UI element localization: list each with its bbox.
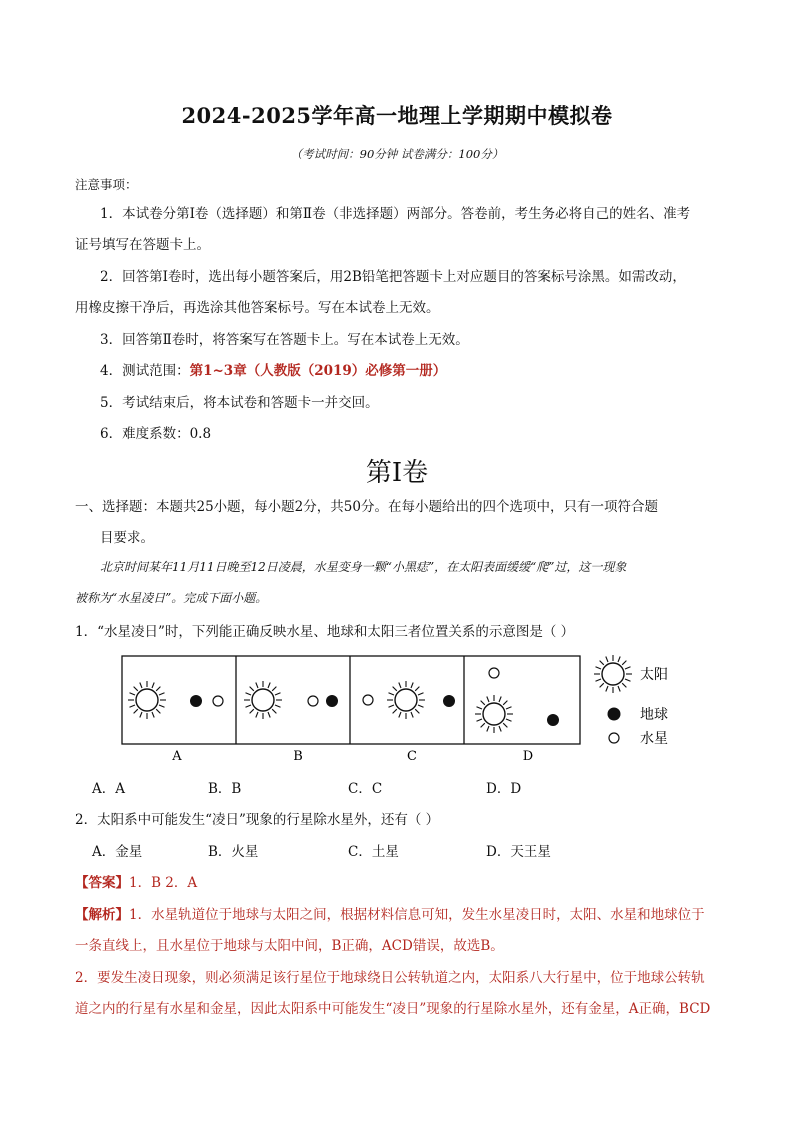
exam-subtitle: （考试时间：90分钟 试卷满分：100分） <box>290 147 504 161</box>
notice-item-range <box>100 359 446 379</box>
question-1-stem: 1．“水星凌日”时，下列能正确反映水星、地球和太阳三者位置关系的示意图是（ ） <box>75 624 575 640</box>
notice-heading: 注意事项： <box>75 177 138 192</box>
analysis-label: 【解析】 <box>75 907 129 923</box>
mercury-icon <box>308 696 318 706</box>
legend-mercury-icon <box>609 733 619 743</box>
q1-option-d[interactable]: D．D <box>486 781 522 797</box>
q2-option-c[interactable]: C．土星 <box>348 844 399 860</box>
legend-sun-label: 太阳 <box>640 667 668 683</box>
q1-option-b[interactable]: B．B <box>208 781 242 797</box>
answer-line <box>75 871 197 891</box>
analysis-text: 2．要发生凌日现象，则必须满足该行星位于地球绕日公转轨道之内，太阳系八大行星中，位于地球公转轨 <box>75 970 705 986</box>
analysis-line <box>75 903 705 923</box>
sun-icon <box>244 681 282 719</box>
earth-icon <box>547 714 559 726</box>
section-title: 第Ⅰ卷 <box>365 458 429 488</box>
q2-option-a[interactable]: A．金星 <box>92 844 143 860</box>
q2-option-d[interactable]: D．天王星 <box>486 844 551 860</box>
legend-earth-icon <box>608 708 621 721</box>
earth-icon <box>326 695 338 707</box>
answer-text: 1．B 2．A <box>129 875 198 891</box>
answer-label: 【答案】 <box>75 875 129 891</box>
material-text: 被称为“水星凌日”。完成下面小题。 <box>75 591 268 605</box>
notice-item: 5．考试结束后，将本试卷和答题卡一并交回。 <box>100 395 379 411</box>
notice-item: 6．难度系数：0.8 <box>100 426 212 442</box>
earth-icon <box>190 695 202 707</box>
mercury-icon <box>489 668 499 678</box>
section-instruction: 一、选择题：本题共25小题，每小题2分，共50分。在每小题给出的四个选项中，只有一项符合题 <box>75 499 658 515</box>
q1-option-c[interactable]: C．C <box>348 781 383 797</box>
analysis-text: 一条直线上，且水星位于地球与太阳中间，B正确，ACD错误，故选B。 <box>75 938 504 954</box>
figure-label-a: A <box>172 749 182 764</box>
q2-option-b[interactable]: B．火星 <box>208 844 259 860</box>
material-text: 北京时间某年11月11日晚至12日凌晨，水星变身一颗“小黑痣”，在太阳表面缓缓“爬”过，这一现象 <box>100 560 627 574</box>
exam-title: 2024-2025学年高一地理上学期期中模拟卷 <box>181 103 613 128</box>
notice-item: 2．回答第Ⅰ卷时，选出每小题答案后，用2B铅笔把答题卡上对应题目的答案标号涂黑。如需改动， <box>100 269 686 285</box>
sun-icon <box>387 681 425 719</box>
mercury-icon <box>213 696 223 706</box>
question-2-stem: 2．太阳系中可能发生“凌日”现象的行星除水星外，还有（ ） <box>75 812 440 828</box>
notice-item: 3．回答第Ⅱ卷时，将答案写在答题卡上。写在本试卷上无效。 <box>100 332 469 348</box>
notice-item: 证号填写在答题卡上。 <box>75 237 210 253</box>
analysis-text: 1．水星轨道位于地球与太阳之间，根据材料信息可知，发生水星凌日时，太阳、水星和地球位于 <box>129 907 705 923</box>
sun-icon <box>475 695 513 733</box>
figure-label-d: D <box>522 749 534 764</box>
notice-item: 用橡皮擦干净后，再选涂其他答案标号。写在本试卷上无效。 <box>75 300 440 316</box>
notice-item: 1．本试卷分第Ⅰ卷（选择题）和第Ⅱ卷（非选择题）两部分。答卷前，考生务必将自己的姓名、准考 <box>100 206 691 222</box>
figure-label-c: C <box>407 749 417 764</box>
mercury-icon <box>363 695 373 705</box>
sun-icon <box>128 681 166 719</box>
range-value: 第1~3章（人教版（2019）必修第一册） <box>189 363 447 379</box>
q1-figure <box>110 650 710 770</box>
q1-option-a[interactable]: A．A <box>92 781 125 797</box>
legend-sun-icon <box>594 655 632 693</box>
section-instruction: 目要求。 <box>100 530 154 546</box>
legend-mercury-label: 水星 <box>640 731 668 747</box>
analysis-text: 道之内的行星有水星和金星，因此太阳系中可能发生“凌日”现象的行星除水星外，还有金星，A正确，BCD <box>75 1001 711 1017</box>
earth-icon <box>443 695 455 707</box>
range-prefix: 4．测试范围： <box>100 363 190 379</box>
legend-earth-label: 地球 <box>640 707 668 723</box>
figure-label-b: B <box>293 749 303 764</box>
